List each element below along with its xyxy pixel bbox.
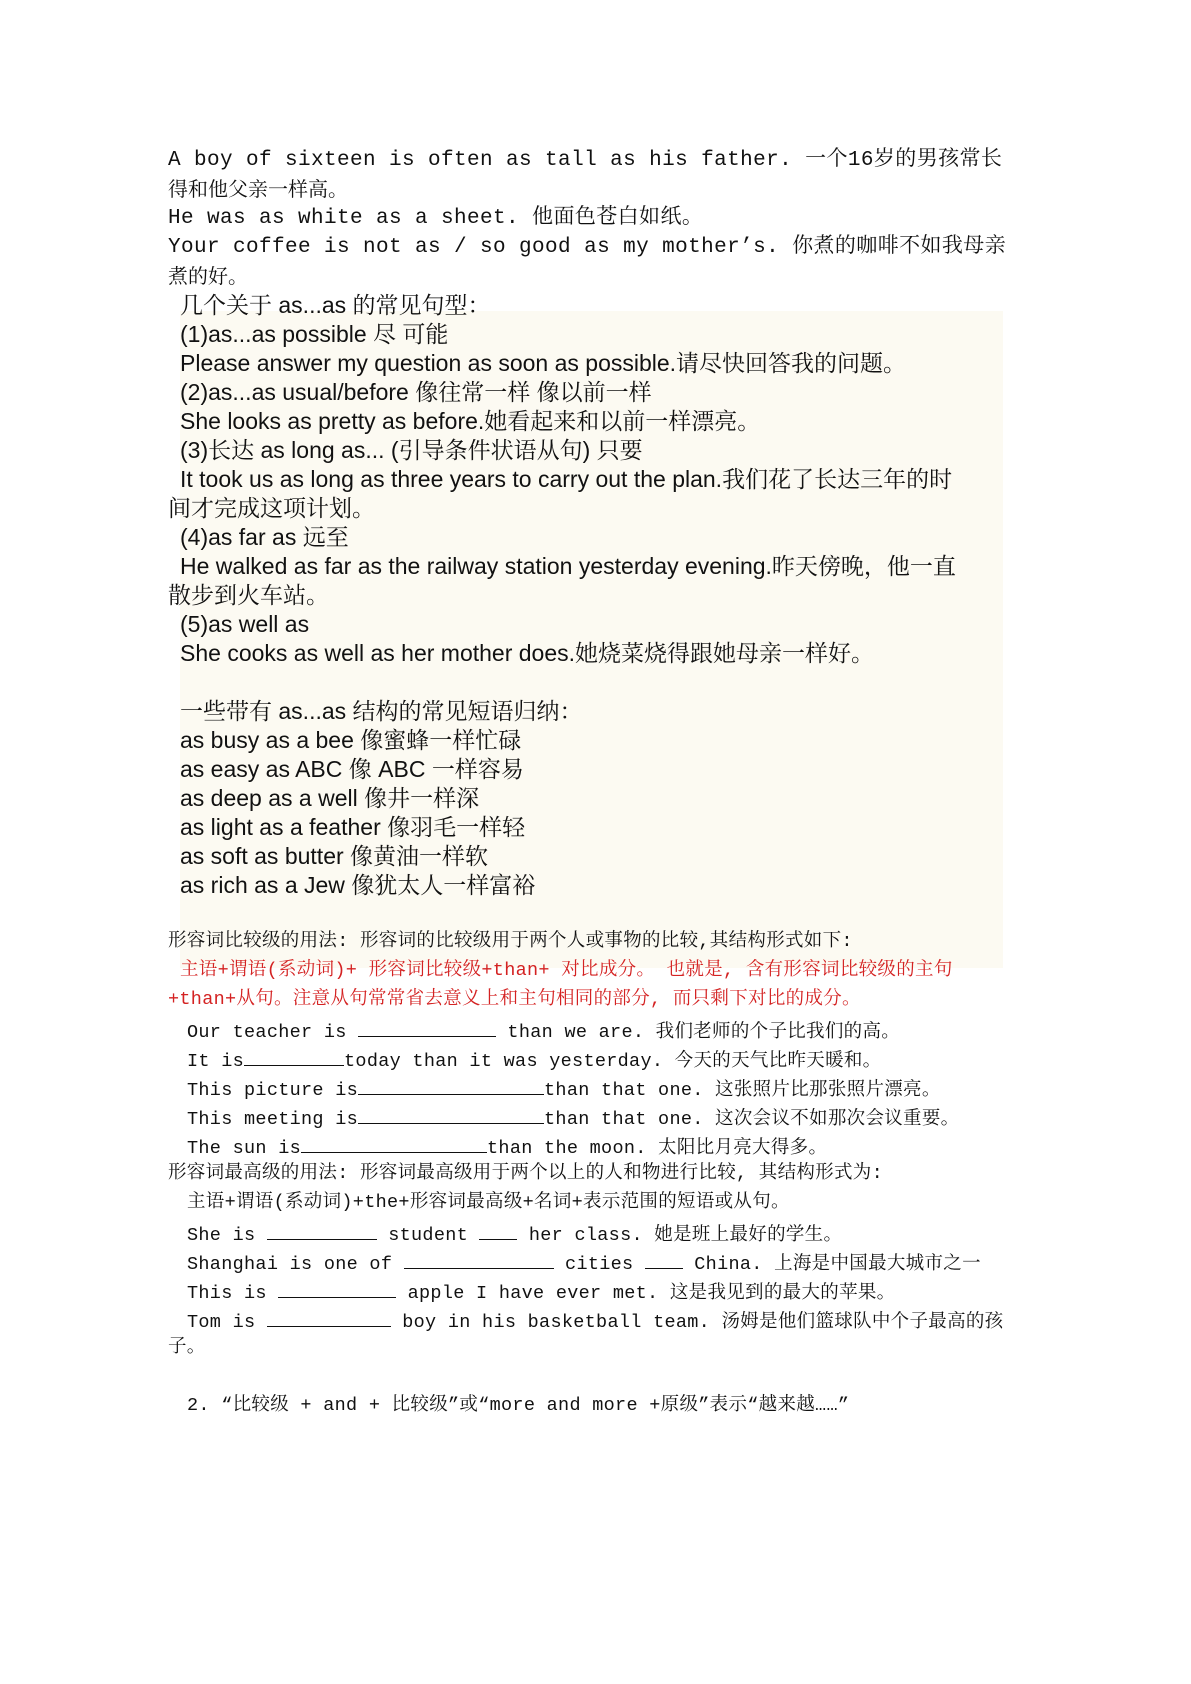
answer-blank[interactable] [278, 1281, 396, 1298]
pattern-line: (1)as...as possible 尽 可能 [180, 321, 449, 347]
exercise-line: She is student her class. 她是班上最好的学生。 [187, 1225, 843, 1246]
exercise-line: Shanghai is one of cities China. 上海是中国最大城市之一 [187, 1254, 981, 1275]
answer-blank[interactable] [267, 1223, 377, 1240]
phrases-title: 一些带有 as...as 结构的常见短语归纳： [180, 698, 583, 724]
answer-blank[interactable] [267, 1310, 391, 1327]
exercise-line: This is apple I have ever met. 这是我见到的最大的苹果。 [187, 1283, 896, 1304]
example-line: Your coffee is not as / so good as my mother’s. 你煮的咖啡不如我母亲 [168, 236, 1007, 259]
point-two: 2. “比较级 + and + 比较级”或“more and more +原级”表示“越来越……” [187, 1395, 850, 1416]
answer-blank[interactable] [358, 1078, 544, 1095]
pattern-line: She looks as pretty as before.她看起来和以前一样漂亮。 [180, 408, 761, 434]
phrase-item: as deep as a well 像井一样深 [180, 785, 480, 811]
example-line: A boy of sixteen is often as tall as his father. 一个16岁的男孩常长 [168, 149, 1003, 172]
phrase-item: as rich as a Jew 像犹太人一样富裕 [180, 872, 536, 898]
exercise-line: This picture is than that one. 这张照片比那张照片漂亮。 [187, 1080, 941, 1101]
pattern-line: Please answer my question as soon as possible.请尽快回答我的问题。 [180, 350, 907, 376]
answer-blank[interactable] [358, 1107, 544, 1124]
pattern-line: (3)长达 as long as... (引导条件状语从句) 只要 [180, 437, 643, 463]
example-line: 得和他父亲一样高。 [168, 177, 348, 201]
superlative-heading: 形容词最高级的用法: 形容词最高级用于两个以上的人和物进行比较, 其结构形式为: [168, 1163, 884, 1184]
pattern-line: It took us as long as three years to carry out the plan.我们花了长达三年的时 [180, 466, 953, 492]
exercise-line: Tom is boy in his basketball team. 汤姆是他们篮球队中个子最高的孩 [187, 1312, 1004, 1333]
phrase-item: as soft as butter 像黄油一样软 [180, 843, 489, 869]
exercise-line: Our teacher is than we are. 我们老师的个子比我们的高。 [187, 1022, 901, 1043]
pattern-line: He walked as far as the railway station yesterday evening.昨天傍晚，他一直 [180, 553, 956, 579]
exercise-line: It is today than it was yesterday. 今天的天气比昨天暖和。 [187, 1051, 882, 1072]
example-line: He was as white as a sheet. 他面色苍白如纸。 [168, 207, 704, 230]
answer-blank[interactable] [404, 1252, 554, 1269]
phrase-item: as easy as ABC 像 ABC 一样容易 [180, 756, 524, 782]
comparative-rule: +than+从句。注意从句常常省去意义上和主句相同的部分, 而只剩下对比的成分。 [168, 989, 861, 1010]
exercise-line: The sun is than the moon. 太阳比月亮大得多。 [187, 1138, 828, 1159]
patterns-title: 几个关于 as...as 的常见句型： [180, 292, 491, 318]
pattern-line: (4)as far as 远至 [180, 524, 349, 550]
answer-blank[interactable] [244, 1049, 344, 1066]
pattern-line: She cooks as well as her mother does.她烧菜烧得跟她母亲一样好。 [180, 640, 875, 666]
comparative-rule: 主语+谓语(系动词)+ 形容词比较级+than+ 对比成分。 也就是, 含有形容词比较级的主句 [180, 960, 953, 981]
superlative-rule: 主语+谓语(系动词)+the+形容词最高级+名词+表示范围的短语或从句。 [187, 1192, 790, 1213]
exercise-wrap: 子。 [168, 1337, 206, 1358]
pattern-line: (5)as well as [180, 611, 310, 637]
comparative-heading: 形容词比较级的用法: 形容词的比较级用于两个人或事物的比较,其结构形式如下: [168, 931, 853, 952]
pattern-line: (2)as...as usual/before 像往常一样 像以前一样 [180, 379, 652, 405]
answer-blank[interactable] [358, 1020, 496, 1037]
answer-blank[interactable] [479, 1223, 517, 1240]
pattern-line: 间才完成这项计划。 [168, 495, 375, 521]
answer-blank[interactable] [645, 1252, 683, 1269]
pattern-line: 散步到火车站。 [168, 582, 329, 608]
example-line: 煮的好。 [168, 264, 248, 288]
answer-blank[interactable] [301, 1136, 487, 1153]
phrase-item: as busy as a bee 像蜜蜂一样忙碌 [180, 727, 522, 753]
phrase-item: as light as a feather 像羽毛一样轻 [180, 814, 526, 840]
exercise-line: This meeting is than that one. 这次会议不如那次会议重要。 [187, 1109, 960, 1130]
